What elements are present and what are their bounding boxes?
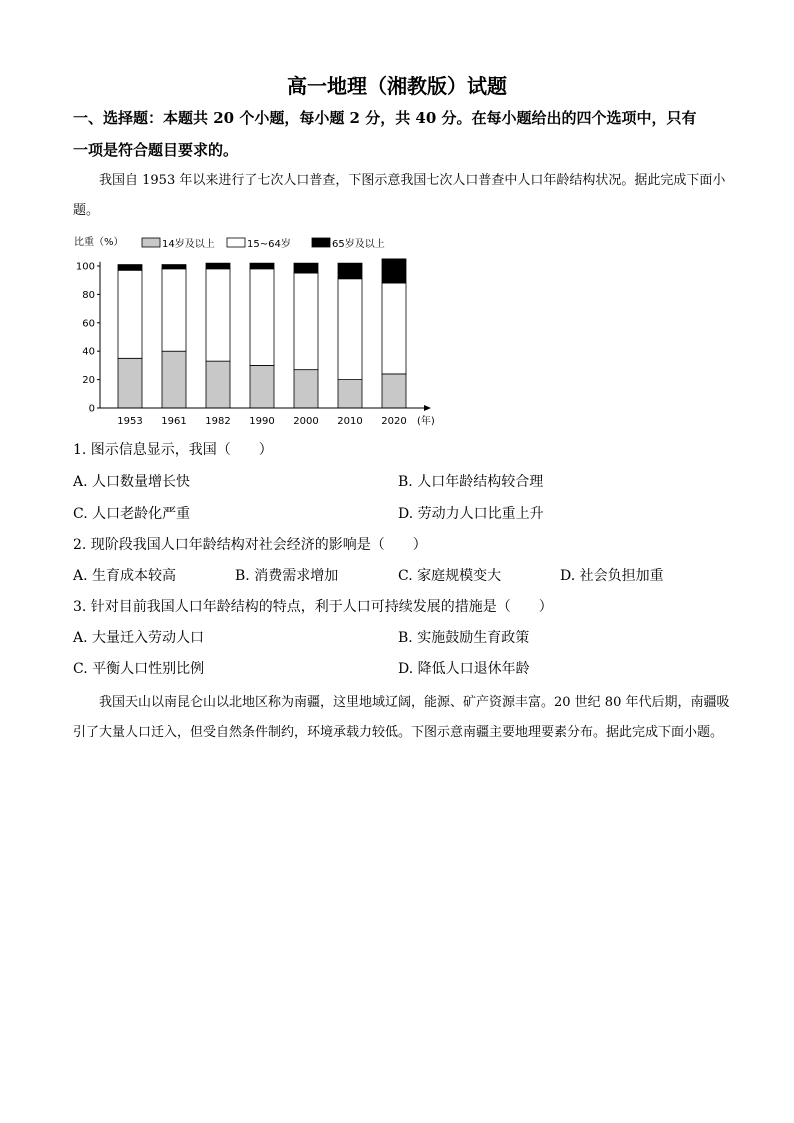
chart-legend	[142, 237, 385, 250]
chart-bars	[118, 259, 406, 408]
bar-segment	[162, 265, 186, 269]
q3-option-a: A. 大量迁入劳动人口	[73, 630, 205, 646]
y-tick-label: 100	[75, 261, 95, 273]
x-tick-label: 2010	[337, 416, 363, 427]
bar-segment	[118, 265, 142, 271]
bar-segment	[338, 279, 362, 380]
y-tick-label: 20	[82, 375, 95, 387]
x-tick-label: 1982	[205, 416, 231, 427]
y-axis-label: 比重（%）	[74, 237, 124, 248]
x-tick-label: 2020	[381, 416, 407, 427]
bar-segment	[162, 351, 186, 408]
bar-segment	[382, 259, 406, 283]
q1-option-d: D. 劳动力人口比重上升	[398, 506, 544, 522]
q3-option-b: B. 实施鼓励生育政策	[398, 630, 530, 646]
question-2-stem: 2. 现阶段我国人口年龄结构对社会经济的影响是（ ）	[73, 537, 427, 553]
q2-option-d: D. 社会负担加重	[560, 568, 664, 584]
bar-segment	[294, 273, 318, 370]
legend-swatch	[312, 238, 330, 247]
bar-segment	[162, 269, 186, 351]
x-axis-arrow	[424, 405, 431, 411]
population-age-chart	[72, 228, 435, 433]
bar-segment	[206, 263, 230, 269]
legend-label: 14岁及以上	[162, 239, 215, 250]
question-3-stem: 3. 针对目前我国人口年龄结构的特点，利于人口可持续发展的措施是（ ）	[73, 599, 553, 615]
bar-segment	[250, 263, 274, 269]
q2-option-a: A. 生育成本较高	[73, 568, 177, 584]
legend-label: 65岁及以上	[332, 239, 385, 250]
question-1-stem: 1. 图示信息显示，我国（ ）	[73, 442, 273, 458]
q1-option-c: C. 人口老龄化严重	[73, 506, 191, 522]
y-axis	[76, 262, 100, 415]
bar-segment	[118, 358, 142, 408]
q3-option-d: D. 降低人口退休年龄	[398, 661, 530, 677]
bar-segment	[206, 269, 230, 361]
bar-segment	[294, 263, 318, 273]
q2-option-c: C. 家庭规模变大	[398, 568, 502, 584]
y-tick-label: 40	[82, 346, 95, 358]
bar-segment	[338, 380, 362, 408]
q1-option-a: A. 人口数量增长快	[73, 474, 191, 490]
legend-label: 15~64岁	[247, 239, 291, 250]
bar-segment	[382, 374, 406, 408]
bar-segment	[250, 365, 274, 408]
legend-swatch	[227, 238, 245, 247]
q1-option-b: B. 人口年龄结构较合理	[398, 474, 544, 490]
bar-segment	[338, 263, 362, 279]
q2-option-b: B. 消费需求增加	[235, 568, 339, 584]
bar-segment	[118, 270, 142, 358]
intro-paragraph-1: 我国自 1953 年以来进行了七次人口普查，下图示意我国七次人口普查中人口年龄结构状况。据此完成下面小题。	[73, 173, 726, 218]
bar-segment	[206, 361, 230, 408]
section-heading-line1: 一、选择题：本题共 20 个小题，每小题 2 分，共 40 分。在每小题给出的四个选项中，只有	[73, 109, 697, 127]
section-heading-line2: 一项是符合题目要求的。	[73, 141, 239, 159]
x-tick-label: 1961	[161, 416, 187, 427]
bar-segment	[382, 283, 406, 374]
bar-segment	[250, 269, 274, 366]
x-tick-label: 1953	[117, 416, 143, 427]
x-axis-label: (年)	[417, 416, 435, 427]
x-tick-label: 2000	[293, 416, 319, 427]
legend-swatch	[142, 238, 160, 247]
intro-paragraph-2: 我国天山以南昆仑山以北地区称为南疆，这里地域辽阔，能源、矿产资源丰富。20 世纪 80 年代后期，南疆吸引了大量人口迁入，但受自然条件制约，环境承载力较低。下图示意南疆主要地理要素分布。据此完成下面小题。	[73, 695, 730, 740]
y-tick-label: 0	[88, 403, 95, 415]
bar-segment	[294, 370, 318, 408]
q3-option-c: C. 平衡人口性别比例	[73, 661, 205, 677]
y-tick-label: 80	[82, 289, 95, 301]
x-axis	[100, 405, 431, 427]
y-tick-label: 60	[82, 318, 95, 330]
x-tick-label: 1990	[249, 416, 275, 427]
page-title: 高一地理（湘教版）试题	[287, 74, 507, 98]
